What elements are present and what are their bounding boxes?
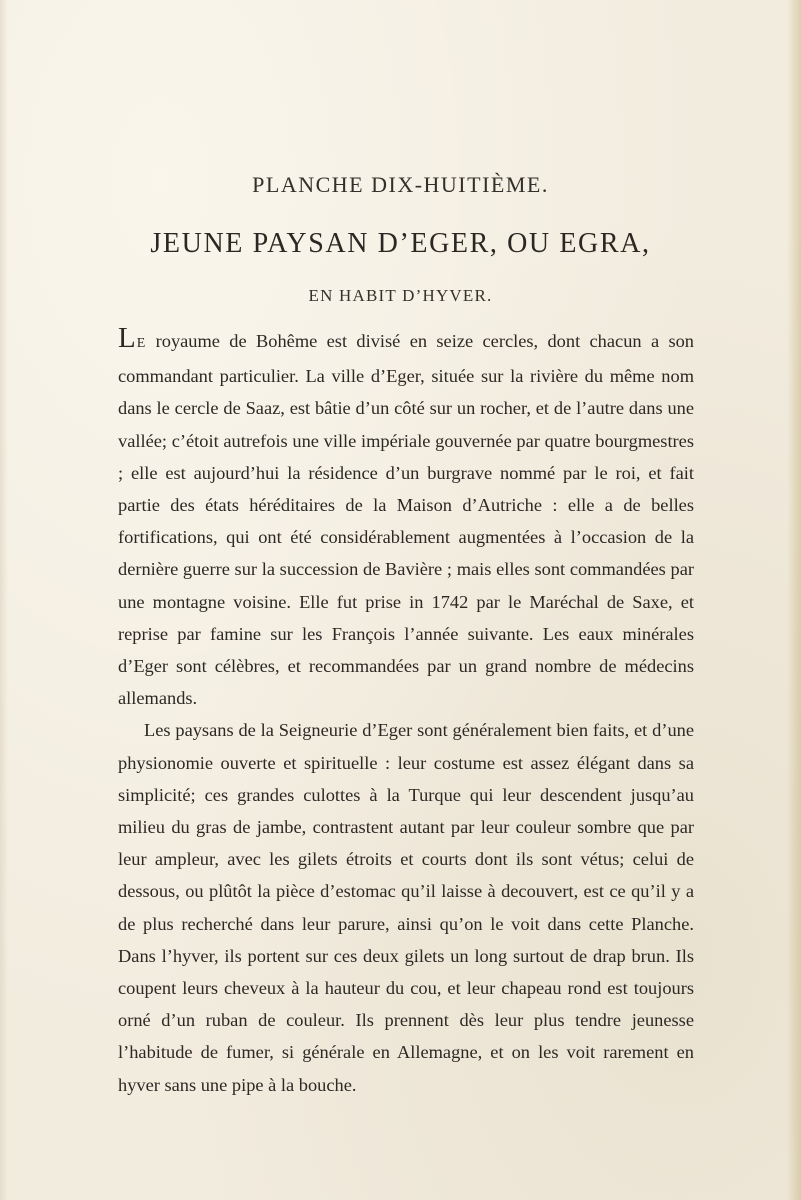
page-subtitle: EN HABIT D’HYVER.	[308, 286, 493, 305]
paragraph-1-text: royaume de Bohême est divisé en seize cercles, dont chacun a son commandant particulier. La ville d’Eger, située sur la rivière du même nom dans le cercle de Saaz, est bâtie d’un côté sur un rocher, et de l’autre dans une vallée; c’étoit autrefois une ville impériale gouvernée par quatre bourgmestres ; elle est aujourd’hui la résidence d’un burgrave nommé par le roi, et fait partie des états héréditaires de la Maison d’Autriche : elle a de belles fortifications, qui ont été considérablement augmentées à l’occasion de la dernière guerre sur la succession de Bavière ; mais elles sont commandées par une montagne voisine. Elle fut prise in 1742 par le Maréchal de Saxe, et reprise par famine sur les François l’année suivante. Les eaux minérales d’Eger sont célèbres, et recommandées par un grand nombre de médecins allemands.	[118, 331, 694, 709]
drop-cap-smallcaps: E	[136, 336, 147, 351]
paragraph-2: Les paysans de la Seigneurie d’Eger sont généralement bien faits, et d’une physionomie ouverte et spirituelle : leur costume est assez élégant dans sa simplicité; ces grandes culottes à la Turque qui leur descendent jusqu’au milieu du gras de jambe, contrastent autant par leur couleur sombre que par leur ampleur, avec les gilets étroits et courts dont ils sont vétus; celui de dessous, ou plûtôt la pièce d’estomac qu’il laisse à decouvert, est ce qu’il y a de plus recherché dans leur parure, ainsi qu’on le voit dans cette Planche. Dans l’hyver, ils portent sur ces deux gilets un long surtout de drap brun. Ils coupent leurs cheveux à la hauteur du cou, et leur chapeau rond est toujours orné d’un ruban de couleur. Ils prennent dès leur plus tendre jeunesse l’habitude de fumer, si générale en Allemagne, et on les voit rarement en hyver sans une pipe à la bouche.	[118, 720, 694, 1095]
drop-cap: L	[118, 322, 137, 354]
plate-heading: PLANCHE DIX-HUITIÈME.	[252, 172, 549, 197]
body-text	[118, 322, 694, 1101]
paragraph-1	[118, 322, 694, 714]
page-title: JEUNE PAYSAN D’EGER, OU EGRA,	[150, 228, 651, 259]
